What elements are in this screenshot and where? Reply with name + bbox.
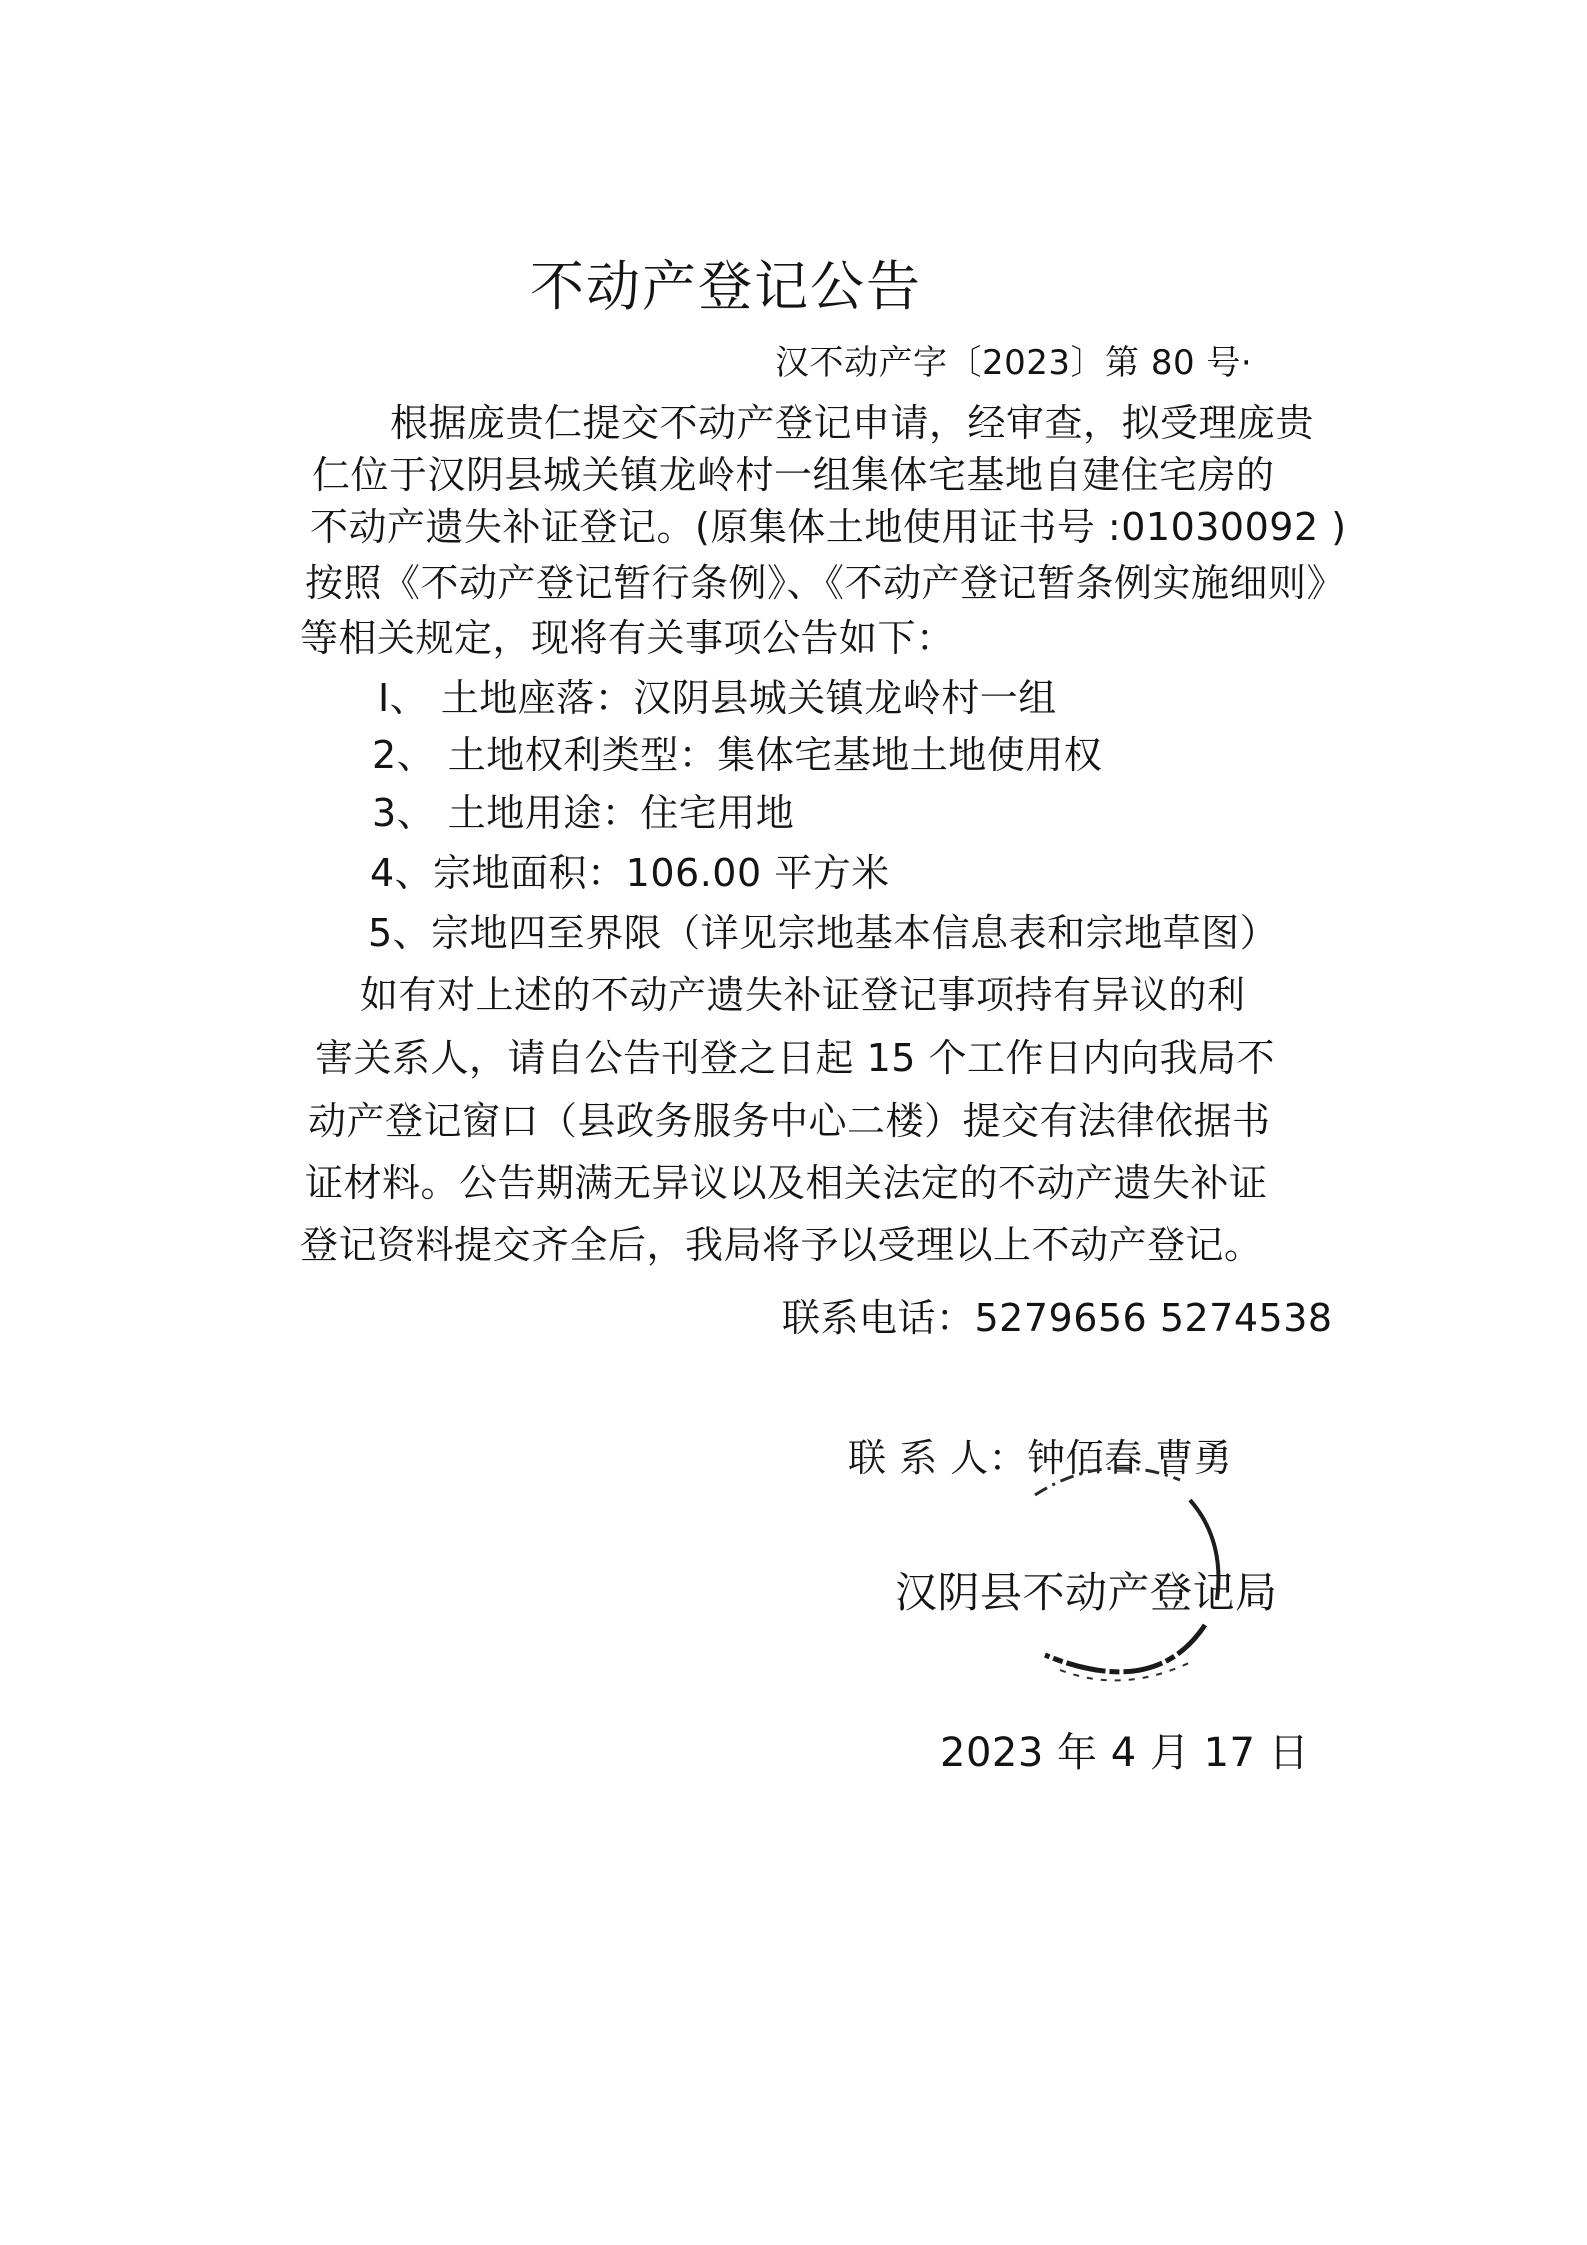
intro-line: 不动产遗失补证登记。(原集体土地使用证书号 :01030092 ) bbox=[310, 505, 1347, 549]
item-land-area: 4、宗地面积：106.00 平方米 bbox=[370, 851, 890, 895]
issuing-authority: 汉阴县不动产登记局 bbox=[895, 1568, 1278, 1617]
item-land-use: 3、 土地用途：住宅用地 bbox=[372, 791, 795, 835]
objection-line: 害关系人，请自公告刊登之日起 15 个工作日内向我局不 bbox=[315, 1036, 1276, 1080]
intro-line: 等相关规定，现将有关事项公告如下： bbox=[300, 616, 955, 660]
objection-line: 证材料。公告期满无异议以及相关法定的不动产遗失补证 bbox=[305, 1161, 1268, 1205]
intro-line: 根据庞贵仁提交不动产登记申请，经审查，拟受理庞贵 bbox=[390, 401, 1315, 445]
item-land-location: I、 土地座落：汉阴县城关镇龙岭村一组 bbox=[378, 676, 1057, 720]
item-right-type: 2、 土地权利类型：集体宅基地土地使用权 bbox=[372, 733, 1103, 777]
item-boundaries: 5、宗地四至界限（详见宗地基本信息表和宗地草图） bbox=[368, 911, 1279, 955]
document-number: 汉不动产字〔2023〕第 80 号· bbox=[775, 343, 1253, 383]
objection-line: 如有对上述的不动产遗失补证登记事项持有异议的利 bbox=[360, 973, 1246, 1017]
objection-line: 动产登记窗口（县政务服务中心二楼）提交有法律依据书 bbox=[308, 1099, 1271, 1143]
contact-persons: 联 系 人：钟佰春 曹勇 bbox=[848, 1436, 1233, 1480]
objection-line: 登记资料提交齐全后，我局将予以受理以上不动产登记。 bbox=[300, 1223, 1263, 1267]
intro-line: 按照《不动产登记暂行条例》、《不动产登记暂条例实施细则》 bbox=[305, 561, 1346, 605]
contact-phone: 联系电话：5279656 5274538 bbox=[782, 1296, 1333, 1340]
intro-line: 仁位于汉阴县城关镇龙岭村一组集体宅基地自建住宅房的 bbox=[312, 453, 1275, 497]
notice-title: 不动产登记公告 bbox=[530, 255, 922, 318]
notice-date: 2023 年 4 月 17 日 bbox=[940, 1730, 1310, 1776]
